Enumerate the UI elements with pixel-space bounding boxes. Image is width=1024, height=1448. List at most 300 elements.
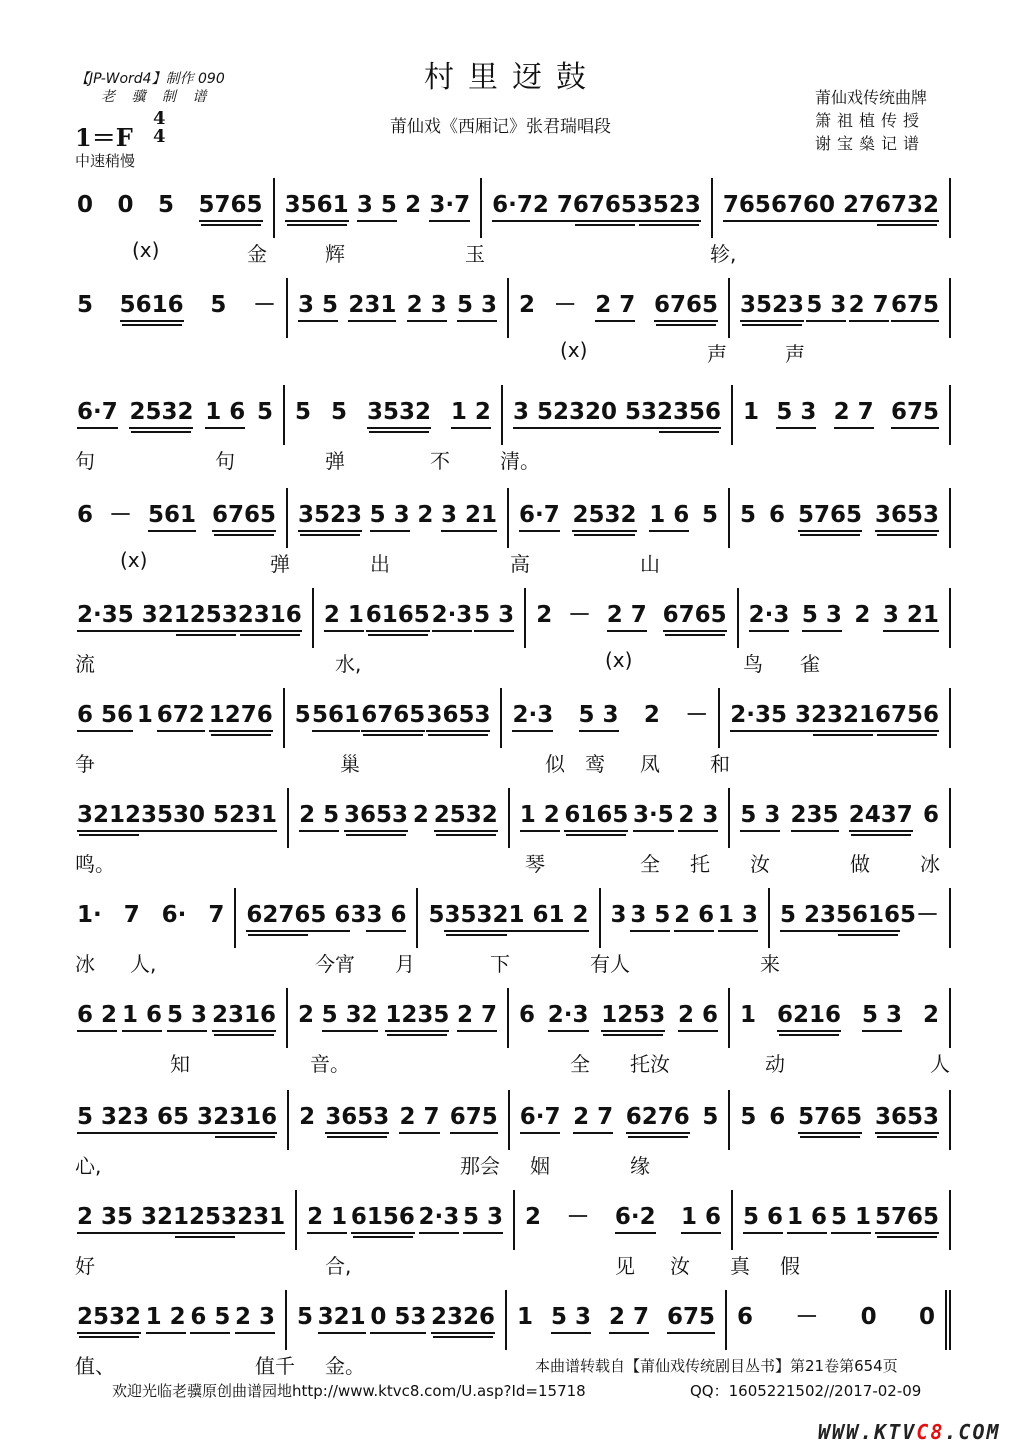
note-group: 2 6 [674, 888, 714, 932]
note-group: 2 7 [607, 588, 647, 632]
note-group: 6· [161, 902, 187, 928]
lyric-syllable: (x) [605, 648, 633, 672]
lyric-line [75, 848, 951, 880]
note-group: 3·7 [429, 178, 470, 222]
note-group: 5 [297, 1304, 314, 1330]
note-group: 5 3 [474, 588, 514, 632]
note-group: 5616 [120, 278, 184, 322]
note-group: 2·3 [432, 588, 473, 632]
lyric-syllable: 鸾 [585, 752, 605, 776]
note-group: 5 [702, 1104, 719, 1130]
note-group: 1 [740, 1002, 757, 1028]
lyric-syllable: 值千 [255, 1354, 295, 1378]
note-group: 5 [740, 1104, 757, 1130]
time-signature [153, 110, 166, 146]
note-group: 353 [141, 788, 189, 832]
note-group: 675 [891, 278, 939, 322]
lyric-line [75, 948, 951, 980]
note-group: 1 6 [787, 1190, 827, 1234]
note-group: 2532 [434, 788, 498, 832]
lyric-syllable: 托汝 [630, 1052, 670, 1076]
note-group: 5 [256, 399, 273, 425]
note-group: 6276 [246, 888, 310, 932]
note-group: 321 [318, 1290, 366, 1334]
note-group: 2321 [811, 688, 875, 732]
note-group: 5 32 [118, 588, 174, 632]
note-group: 6765 [573, 178, 637, 222]
maker-name: 老 骥 制 谱 [101, 89, 213, 105]
note-group: 0 [117, 192, 134, 218]
note-group: 1 2 [549, 888, 589, 932]
note-group: 3532 [444, 888, 508, 932]
lyric-line [75, 445, 951, 477]
note-group: 5 3 [771, 688, 811, 732]
lyric-syllable: 争 [75, 752, 95, 776]
measure [75, 488, 288, 548]
measure [75, 688, 285, 748]
note-group: 561 [148, 488, 196, 532]
lyric-syllable: 来 [760, 952, 780, 976]
measure [288, 988, 509, 1048]
measure [526, 588, 738, 648]
lyric-syllable: 弹 [325, 449, 345, 473]
note-group: 2 7 [457, 988, 497, 1032]
note-group: 6216 [777, 988, 841, 1032]
note-group: 3523 [637, 178, 701, 222]
note-group: 6765 [361, 688, 425, 732]
note-group: 6 56 [77, 688, 133, 732]
note-group: 5 32 [117, 1190, 173, 1234]
measure [75, 1290, 287, 1350]
note-group: 5 3 [173, 1090, 213, 1134]
credit-transcriber: 谢宝燊记谱 [815, 134, 926, 153]
note-group: 2 [854, 602, 871, 628]
measure [727, 1290, 951, 1350]
note-group: 3523 [740, 278, 804, 322]
note-group: 2·3 [419, 1190, 460, 1234]
lyric-syllable: 似 [545, 752, 565, 776]
note-group: 2 7 [533, 178, 573, 222]
measure [75, 888, 236, 948]
note-group: 3 5 [298, 278, 338, 322]
note-group: 2532 [572, 488, 636, 532]
note-group: － [568, 602, 591, 628]
lyric-line [75, 748, 951, 780]
measure [739, 588, 951, 648]
note-group: 2 [922, 1002, 939, 1028]
note-group: 5 6 [310, 888, 350, 932]
lyric-syllable: 金 [247, 242, 267, 266]
measure [502, 688, 720, 748]
note-group: 6 [737, 1304, 754, 1330]
note-group: 2 7 [399, 1090, 439, 1134]
measure [503, 385, 733, 445]
lyric-syllable: 冰 [920, 852, 940, 876]
note-group: － [795, 1304, 819, 1330]
measure [314, 588, 526, 648]
source-note: 本曲谱转载自【莆仙戏传统剧目丛书】第21卷第654页 [535, 1357, 898, 1375]
welcome-note: 欢迎光临老骥原创曲谱园地http://www.ktvc8.com/U.asp?Id=15718 [112, 1382, 586, 1400]
note-group: 5 [428, 902, 445, 928]
note-group: 1 2 [451, 385, 491, 429]
measure [733, 385, 951, 445]
lyric-syllable: (x) [560, 338, 588, 362]
measure [289, 1090, 510, 1150]
measure [770, 888, 951, 948]
lyric-syllable: 心, [75, 1154, 102, 1178]
measure [730, 1090, 951, 1150]
lyric-syllable: 冰 [75, 952, 95, 976]
measure [509, 488, 730, 548]
note-group: 2 [299, 1104, 316, 1130]
note-group: 1276 [209, 688, 273, 732]
note-group: 2437 [849, 788, 913, 832]
measure [275, 178, 483, 238]
lyric-syllable: 声 [707, 342, 727, 366]
note-group: 2 5 [299, 788, 339, 832]
lyric-syllable: 汝 [670, 1254, 690, 1278]
lyric-syllable: 真 [730, 1254, 750, 1278]
note-group: 2 6 [678, 988, 718, 1032]
lyric-line [75, 548, 951, 580]
note-group: － [685, 702, 709, 728]
note-group: 2 [525, 1204, 542, 1230]
note-group: 2 7 [573, 1090, 613, 1134]
measure [507, 1290, 727, 1350]
note-group: 2316 [238, 588, 302, 632]
lyric-syllable: 假 [780, 1254, 800, 1278]
note-group: 6·7 [77, 385, 118, 429]
note-group: 5 3 [579, 688, 619, 732]
note-group: 5 [740, 502, 757, 528]
lyric-syllable: 玉 [465, 242, 485, 266]
lyric-syllable: 琴 [525, 852, 545, 876]
note-group: 675 [891, 385, 939, 429]
lyric-syllable: 全 [640, 852, 660, 876]
note-group: 672 [157, 688, 205, 732]
note-group: 0 [918, 1304, 935, 1330]
note-group: 6 [519, 1002, 536, 1028]
measure [75, 1190, 297, 1250]
lyric-syllable: 好 [75, 1254, 95, 1278]
lyric-syllable: 下 [490, 952, 510, 976]
lyric-syllable: 巢 [340, 752, 360, 776]
note-group: 2 [412, 802, 429, 828]
measure [510, 1090, 731, 1150]
note-group: 2·3 [730, 688, 771, 732]
lyric-syllable: 汝 [750, 852, 770, 876]
measure [730, 278, 951, 338]
note-group: 675 [450, 1090, 498, 1134]
note-group: 2·3 [77, 588, 118, 632]
note-group: 6 5 [190, 1290, 230, 1334]
lyric-syllable: (x) [132, 238, 160, 262]
watermark-part: C8 [916, 1420, 945, 1444]
credit-teacher: 箫祖植传授 [815, 111, 926, 130]
measure [75, 788, 289, 848]
measure-row [75, 988, 951, 1048]
lyric-syllable: 清。 [500, 449, 540, 473]
note-group: 2 [536, 602, 553, 628]
song-title: 村里迓鼓 [424, 60, 600, 95]
lyric-syllable: 有人 [590, 952, 630, 976]
lyric-syllable: 辉 [325, 242, 345, 266]
maker-info [75, 70, 225, 106]
note-group: 2356 [657, 385, 721, 429]
lyric-syllable: 弹 [270, 552, 290, 576]
note-group: 5 [210, 292, 227, 318]
note-group: 3532 [367, 385, 431, 429]
measure [288, 278, 509, 338]
measure-row [75, 888, 951, 948]
measure-row [75, 588, 951, 648]
note-group: 676 [771, 178, 819, 222]
lyric-syllable: 人, [130, 952, 157, 976]
note-group: 6165 [564, 788, 628, 832]
note-group: 2532 [77, 1290, 141, 1334]
note-group: 5 [294, 399, 311, 425]
lyric-syllable: 值、 [75, 1354, 115, 1378]
lyric-line [75, 648, 951, 680]
lyric-line [75, 1048, 951, 1080]
note-group: － [553, 292, 577, 318]
note-group: 5 6 [743, 1190, 783, 1234]
note-group: 3653 [875, 1090, 939, 1134]
note-group: 2 3 [235, 1290, 275, 1334]
note-group: － [916, 902, 939, 928]
note-group: 5765 [798, 1090, 862, 1134]
note-group: 5 32 [77, 1090, 133, 1134]
note-group: 1 6 [509, 888, 549, 932]
measure [515, 1190, 733, 1250]
note-group: 3653 [344, 788, 408, 832]
note-group: 3653 [325, 1090, 389, 1134]
note-group: 1 [136, 702, 153, 728]
note-group: 1253 [174, 588, 238, 632]
note-group: 1 6 [122, 988, 162, 1032]
lyric-syllable: 合, [325, 1254, 352, 1278]
note-group: 2 3 [407, 278, 447, 322]
measure-row [75, 385, 951, 445]
measure-row [75, 1090, 951, 1150]
site-watermark [818, 1420, 1001, 1444]
lyric-syllable: 句 [75, 449, 95, 473]
note-group: 2·3 [512, 688, 553, 732]
note-group: 6 [768, 502, 785, 528]
measure [75, 178, 275, 238]
note-group: 5 [899, 902, 916, 928]
watermark-part: WWW.KTV [818, 1420, 917, 1444]
note-group: 1253 [601, 988, 665, 1032]
note-group: 5 3 [370, 488, 410, 532]
lyric-syllable: 动 [765, 1052, 785, 1076]
lyric-syllable: 鸟 [743, 652, 763, 676]
note-group: 2 3 [678, 788, 718, 832]
note-group: 2 3 [77, 1190, 117, 1234]
note-group: 3561 [285, 178, 349, 222]
note-group: 5765 [199, 178, 263, 222]
measure [287, 1290, 507, 1350]
note-group: 2 [519, 292, 536, 318]
measure [75, 988, 288, 1048]
note-group: 2 7 [849, 278, 889, 322]
lyric-syllable: 凤 [640, 752, 660, 776]
note-group: 5 [77, 292, 94, 318]
measure [285, 385, 503, 445]
measure [510, 788, 731, 848]
measure [236, 888, 418, 948]
note-group: 6765 [663, 588, 727, 632]
note-group: 2 7 [609, 1290, 649, 1334]
measure-row [75, 788, 951, 848]
note-group: 6156 [351, 1190, 415, 1234]
lyric-line [75, 238, 951, 270]
note-group: 0 [860, 1304, 877, 1330]
lyric-syllable: 那会 [460, 1154, 500, 1178]
lyric-syllable: 水, [335, 652, 362, 676]
song-subtitle: 莆仙戏《西厢记》张君瑞唱段 [390, 117, 611, 137]
tempo-marking: 中速稍慢 [75, 152, 136, 170]
lyric-syllable: 流 [75, 652, 95, 676]
measure [713, 178, 951, 238]
measure [730, 488, 951, 548]
contact-note: QQ：1605221502//2017-02-09 [690, 1382, 922, 1400]
watermark-part: .COM [944, 1420, 1001, 1444]
measure [509, 988, 730, 1048]
measure [285, 688, 503, 748]
note-group: 1 2 [146, 1290, 186, 1334]
lyric-syllable: 知 [170, 1052, 190, 1076]
lyric-syllable: 和 [710, 752, 730, 776]
time-bottom: 4 [153, 126, 166, 147]
note-group: 2 1 [307, 1190, 347, 1234]
lyric-syllable: 出 [370, 552, 390, 576]
measure-row [75, 278, 951, 338]
note-group: 6·2 [615, 1190, 656, 1234]
note-group: 1235 [385, 988, 449, 1032]
measure [730, 788, 951, 848]
lyric-syllable: 句 [215, 449, 235, 473]
note-group: 1 [517, 1304, 534, 1330]
note-group: 561 [312, 688, 360, 732]
measure [730, 988, 951, 1048]
note-group: 5 [158, 192, 175, 218]
lyric-syllable: 声 [785, 342, 805, 366]
note-group: 6276 [626, 1090, 690, 1134]
lyric-syllable: 全 [570, 1052, 590, 1076]
note-group: 5 [701, 502, 718, 528]
measure [75, 1090, 289, 1150]
credits [815, 86, 927, 155]
lyric-syllable: 做 [850, 852, 870, 876]
note-group: 5 1 [831, 1190, 871, 1234]
lyric-syllable: 高 [510, 552, 530, 576]
note-group: 3 5 [513, 385, 553, 429]
note-group: 231 [229, 788, 277, 832]
note-group: 5 [330, 399, 347, 425]
note-group: 2·3 [548, 988, 589, 1032]
measure [75, 385, 285, 445]
note-group: 5 23 [780, 888, 836, 932]
note-group: － [252, 292, 276, 318]
note-group: 5 3 [862, 988, 902, 1032]
note-group: 2 [405, 192, 422, 218]
note-group: 3 6 [133, 1090, 173, 1134]
lyric-syllable: 雀 [800, 652, 820, 676]
note-group: 3 5 [357, 178, 397, 222]
note-group: 1 6 [649, 488, 689, 532]
note-group: 2532 [129, 385, 193, 429]
note-group: 2 7 [834, 385, 874, 429]
note-group: 0 5 [189, 788, 229, 832]
note-group: 2 [417, 502, 434, 528]
note-group: 5 3 [806, 278, 846, 322]
lyric-syllable: 月 [395, 952, 415, 976]
note-group: 0 53 [601, 385, 657, 429]
measure-row [75, 1290, 951, 1350]
note-group: 232 [553, 385, 601, 429]
note-group: 6 [922, 802, 939, 828]
note-group: 6 [77, 502, 94, 528]
note-group: 0 27 [819, 178, 875, 222]
note-group: 6765 [212, 488, 276, 532]
note-group: 5 [294, 702, 311, 728]
measure [75, 278, 288, 338]
measure [601, 888, 770, 948]
lyric-syllable: 今宵 [315, 952, 355, 976]
note-group: 6 [769, 1104, 786, 1130]
note-group: 2316 [213, 1090, 277, 1134]
note-group: 6765 [654, 278, 718, 322]
lyric-line [75, 338, 951, 370]
note-group: 1· [77, 902, 102, 928]
measure-row [75, 688, 951, 748]
note-group: 1 6 [205, 385, 245, 429]
key-signature: 1＝F [75, 123, 133, 152]
measure [509, 278, 730, 338]
note-group: 231 [237, 1190, 285, 1234]
note-group: 675 [667, 1290, 715, 1334]
note-group: 6·7 [492, 178, 533, 222]
note-group: 0 53 [370, 1290, 426, 1334]
note-group: 5 3 [740, 788, 780, 832]
note-group: 3212 [77, 788, 141, 832]
note-group: 3653 [875, 488, 939, 532]
note-group: 6·7 [520, 1090, 561, 1134]
measure [720, 688, 951, 748]
lyric-syllable: 不 [430, 449, 450, 473]
note-group: 5 3 [167, 988, 207, 1032]
note-group: 3 [610, 902, 627, 928]
note-group: 3·5 [633, 788, 674, 832]
note-group: 2316 [212, 988, 276, 1032]
credit-genre: 莆仙戏传统曲牌 [815, 88, 928, 107]
note-group: 6732 [875, 178, 939, 222]
note-group: 2 1 [324, 588, 364, 632]
lyric-syllable: (x) [120, 548, 148, 572]
note-group: 5 3 [776, 385, 816, 429]
note-group: － [109, 502, 132, 528]
note-group: 5 3 [463, 1190, 503, 1234]
note-group: 235 [791, 788, 839, 832]
lyric-syllable: 缘 [630, 1154, 650, 1178]
note-group: 2 7 [595, 278, 635, 322]
note-group: 1 6 [681, 1190, 721, 1234]
lyric-line [75, 1150, 951, 1182]
note-group: 5 3 [802, 588, 842, 632]
note-group: 1253 [173, 1190, 237, 1234]
lyric-syllable: 金。 [325, 1354, 365, 1378]
